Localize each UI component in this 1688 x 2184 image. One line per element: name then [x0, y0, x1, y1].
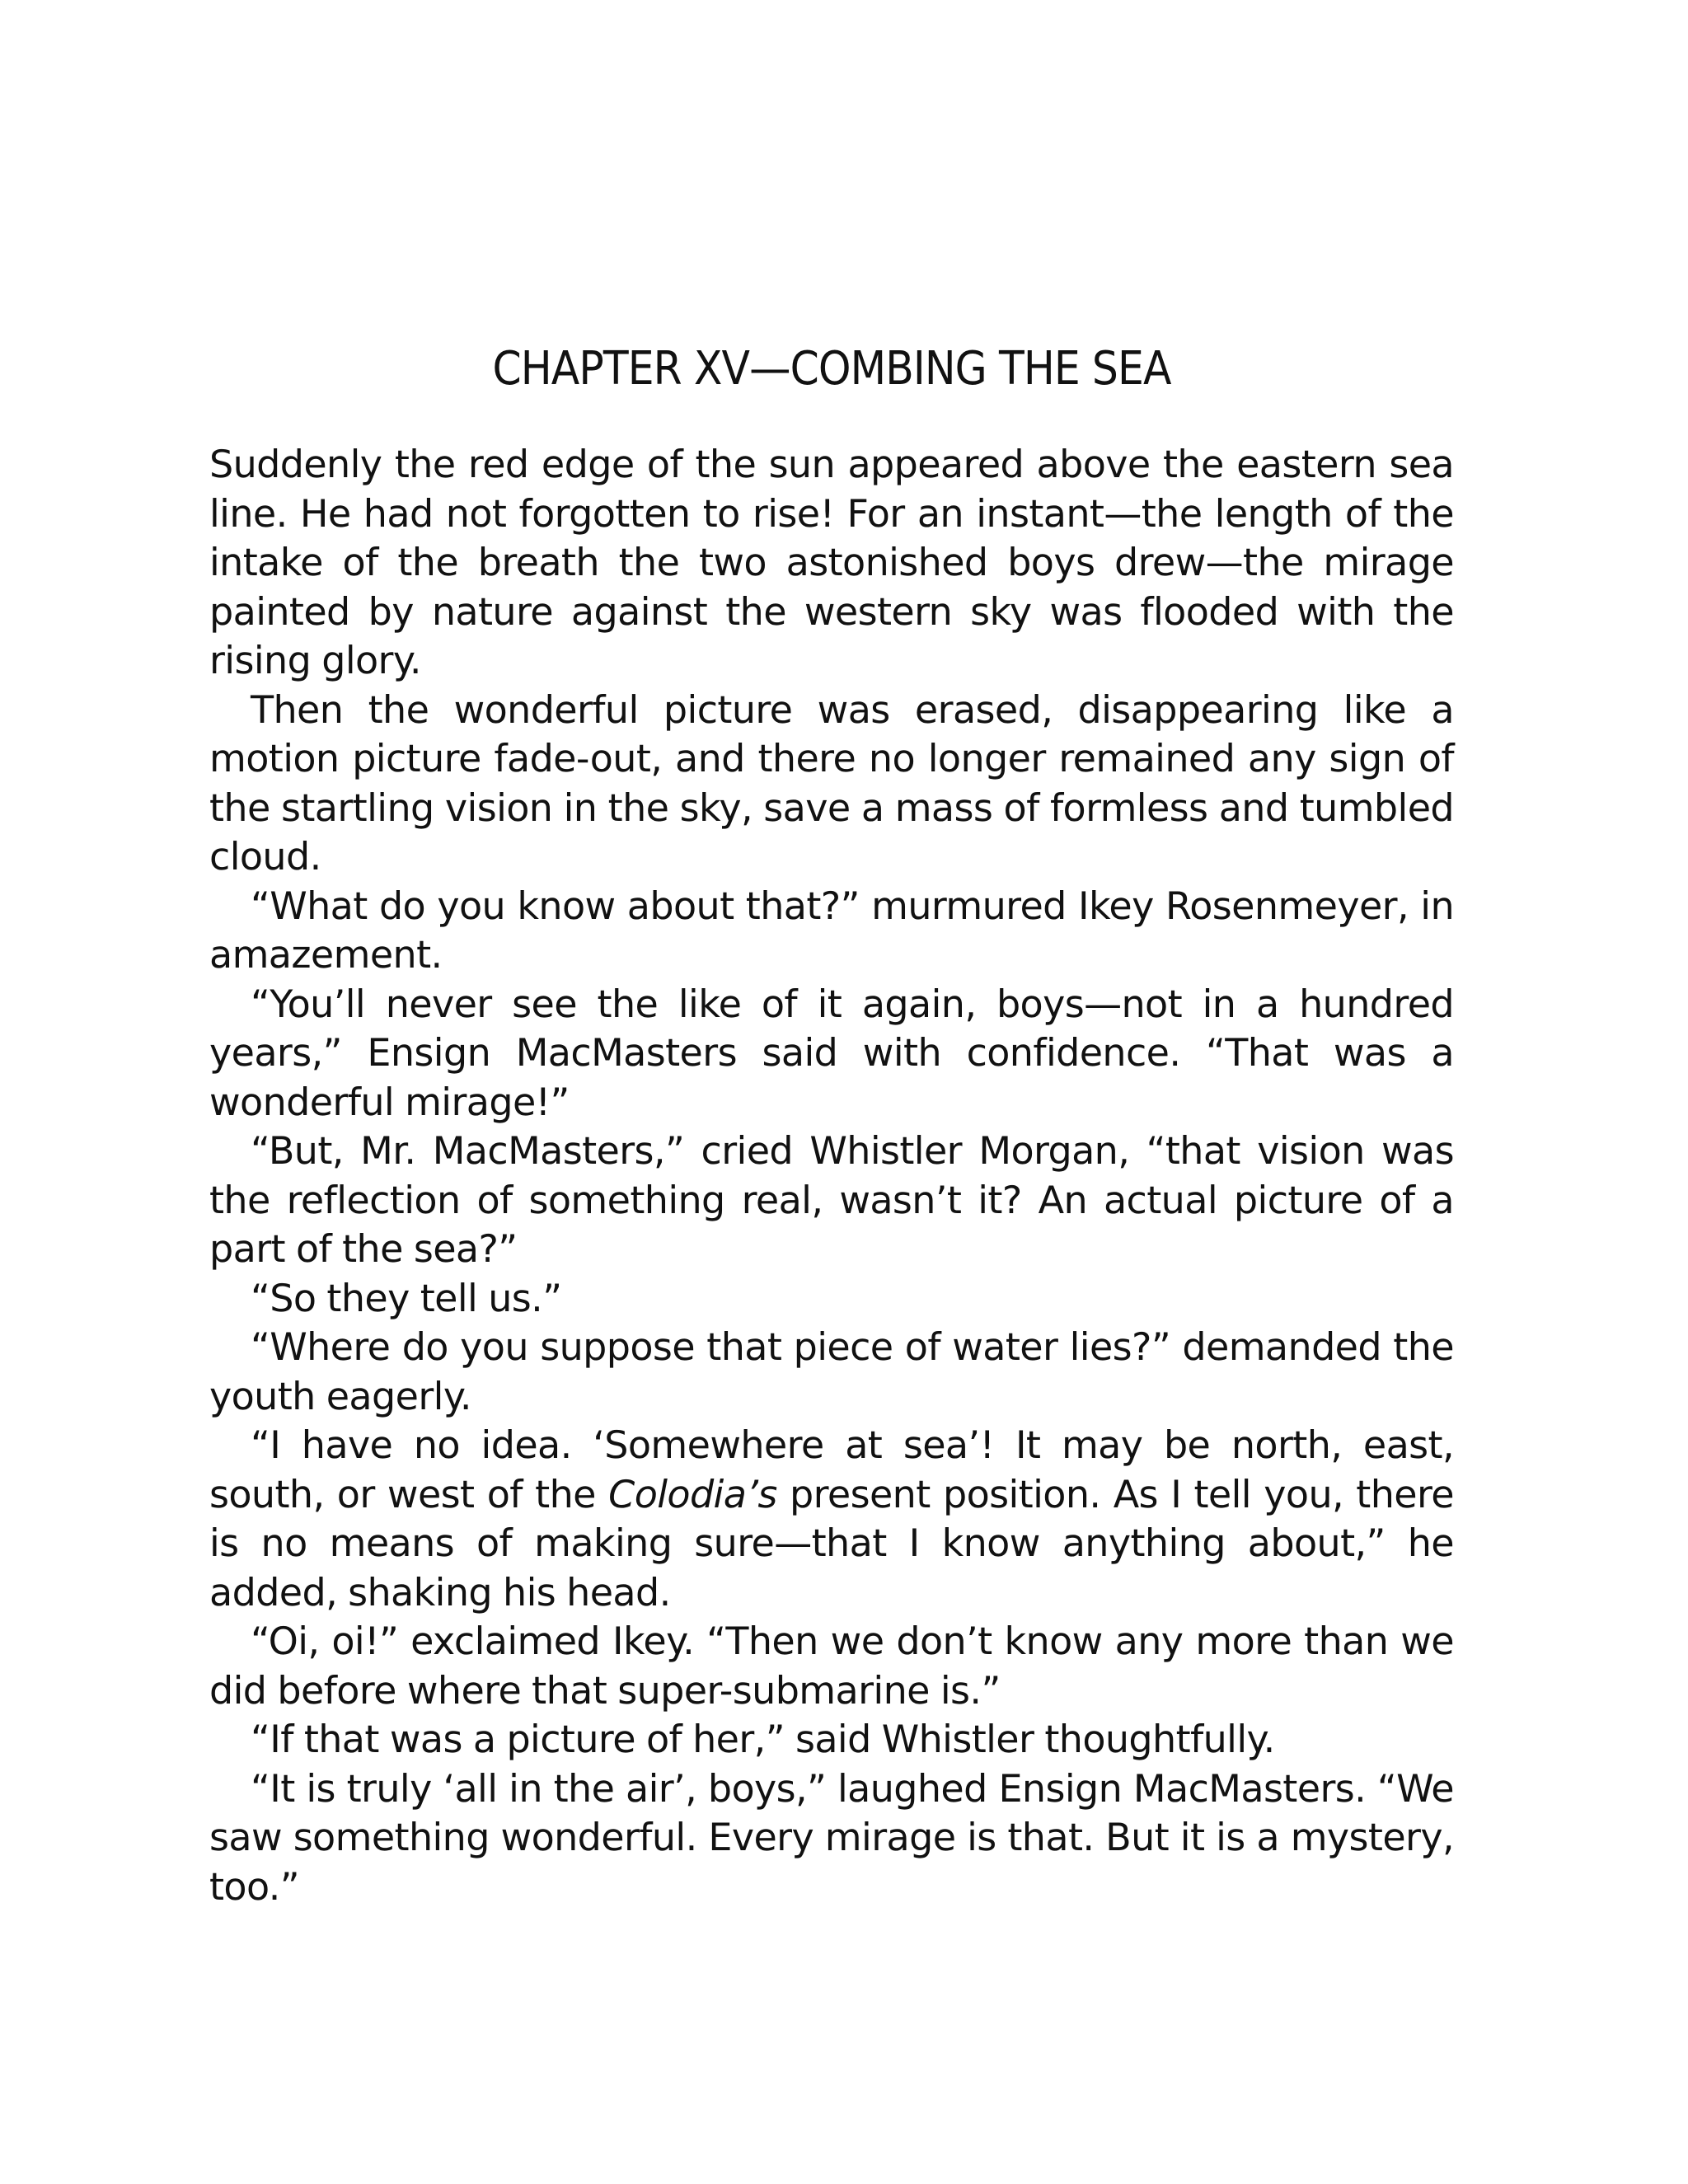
paragraph-2: Then the wonderful picture was erased, disappearing like a motion picture fade-out, and there no longer remained any sign of the startling vision in the sky, save a mass of formless and tumbled cloud. [209, 687, 1454, 879]
paragraph-10: “If that was a picture of her,” said Whistler thoughtfully. [251, 1717, 1275, 1761]
paragraph-11: “It is truly ‘all in the air’, boys,” laughed Ensign MacMasters. “We saw something wonderful. Every mirage is that. But it is a mystery, too.” [209, 1765, 1454, 1909]
chapter-body [209, 440, 1454, 1911]
paragraph-8 [209, 1421, 1454, 1617]
book-page [209, 338, 1454, 1911]
ship-name-italic: Colodia’s [608, 1471, 777, 1516]
paragraph-4: “You’ll never see the like of it again, boys—not in a hundred years,” Ensign MacMasters said with confidence. “That was a wonderful mirage!” [209, 981, 1454, 1124]
paragraph-7: “Where do you suppose that piece of water lies?” demanded the youth eagerly. [209, 1324, 1454, 1418]
paragraph-5: “But, Mr. MacMasters,” cried Whistler Morgan, “that vision was the reflection of something real, wasn’t it? An actual picture of a part of the sea?” [209, 1128, 1454, 1271]
paragraph-8-after: present position. As I tell you, there is no means of making sure—that I know anything about,” he added, shaking his head. [209, 1471, 1455, 1615]
paragraph-9: “Oi, oi!” exclaimed Ikey. “Then we don’t know any more than we did before where that super-submarine is.” [209, 1619, 1454, 1713]
paragraph-1: Suddenly the red edge of the sun appeared above the eastern sea line. He had not forgotten to rise! For an instant—the length of the intake of the breath the two astonished boys drew—the mirage painted by nature against the western sky was flooded with the rising glory. [209, 442, 1454, 682]
paragraph-6: “So they tell us.” [251, 1275, 562, 1320]
paragraph-8-before: “I have no idea. ‘Somewhere at sea’! It may be north, east, south, or west of the [209, 1422, 1454, 1516]
chapter-title: CHAPTER XV—COMBING THE SEA [492, 342, 1171, 396]
paragraph-3: “What do you know about that?” murmured Ikey Rosenmeyer, in amazement. [209, 883, 1454, 977]
